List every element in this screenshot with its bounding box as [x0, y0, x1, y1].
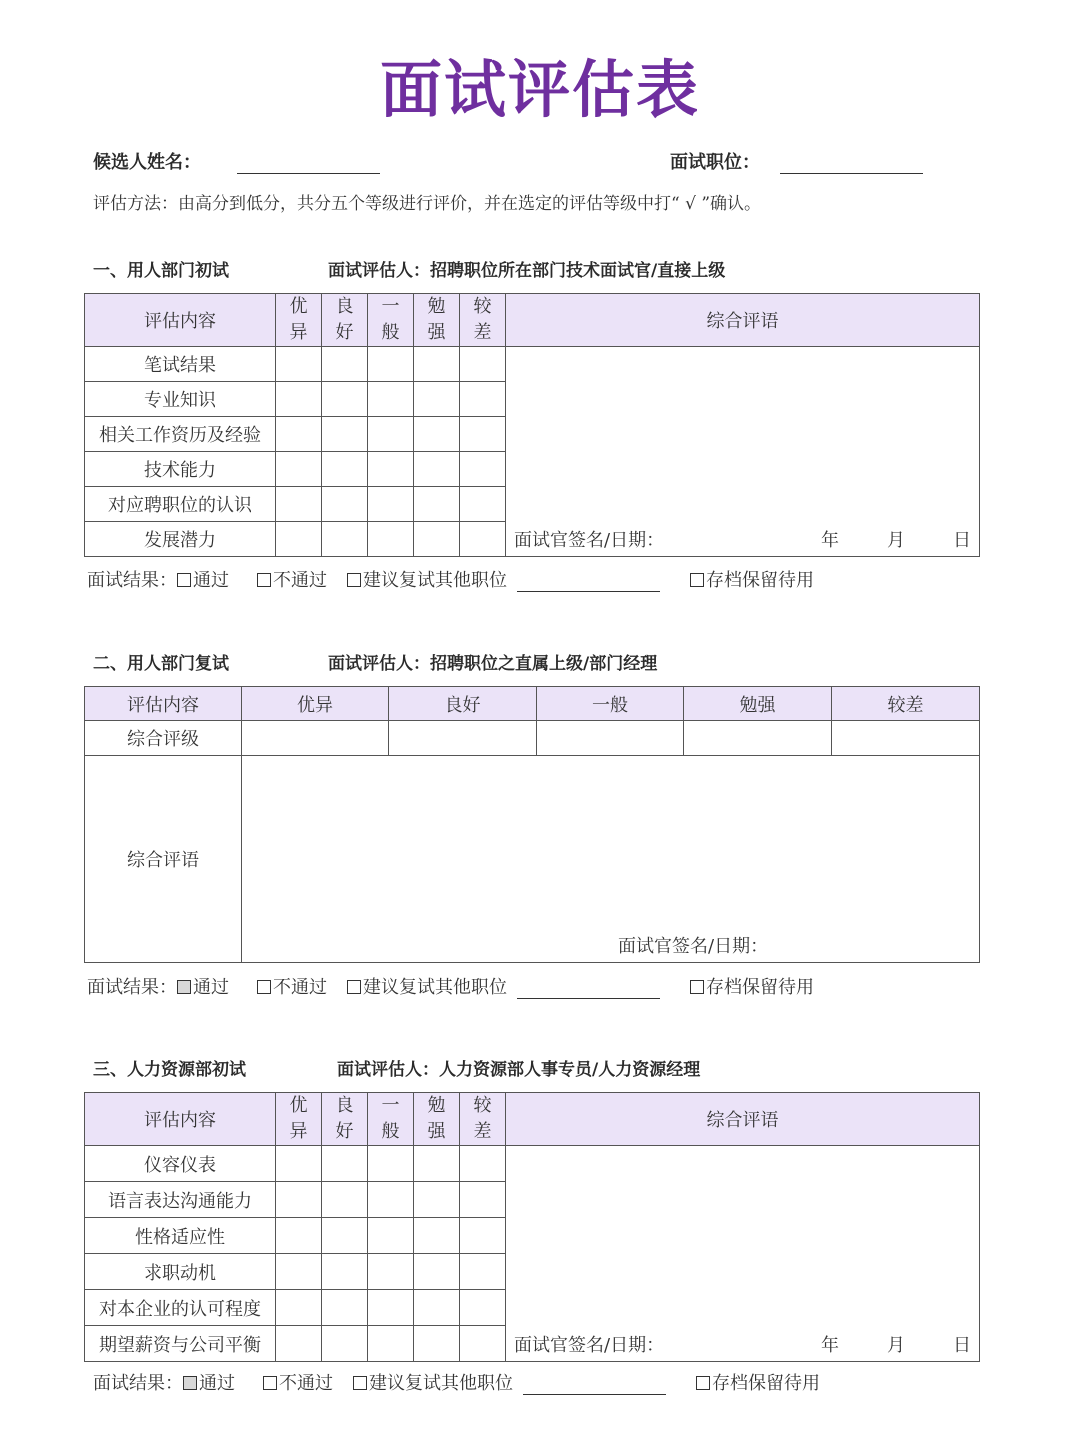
pass-checkbox[interactable]: 通过	[177, 566, 229, 592]
rating-cell[interactable]	[414, 1254, 460, 1290]
table-row-label: 仪容仪表	[85, 1146, 276, 1182]
checkbox-icon	[690, 573, 704, 587]
rating-cell[interactable]	[368, 1290, 414, 1326]
checkbox-icon	[696, 1376, 710, 1390]
table-row-label: 专业知识	[85, 382, 276, 417]
checkbox-icon	[183, 1376, 197, 1390]
section3-evaluator: 面试评估人：人力资源部人事专员/人力资源经理	[337, 1060, 701, 1080]
grade-header: 一 般	[368, 294, 414, 347]
signature-label: 面试官签名/日期：	[618, 936, 769, 957]
grade-header: 良 好	[322, 294, 368, 347]
section3-title: 三、人力资源部初试	[93, 1060, 246, 1080]
rating-cell[interactable]	[276, 1218, 322, 1254]
result-label: 面试结果：	[87, 570, 177, 591]
fail-checkbox[interactable]: 不通过	[257, 973, 327, 999]
candidate-name-blank[interactable]	[237, 153, 380, 174]
grade-header: 较 差	[460, 1093, 506, 1146]
comment-area[interactable]	[506, 347, 980, 557]
section1-title: 一、用人部门初试	[93, 261, 229, 281]
result-label: 面试结果：	[93, 1373, 183, 1394]
rating-cell[interactable]	[322, 347, 368, 382]
rating-cell[interactable]	[276, 452, 322, 487]
comment-area[interactable]	[506, 1146, 980, 1362]
date-month: 月	[887, 1335, 905, 1356]
rating-cell[interactable]	[276, 1254, 322, 1290]
section3-table	[84, 1092, 980, 1362]
grade-header: 优异	[242, 687, 389, 721]
rating-cell[interactable]	[414, 1290, 460, 1326]
evaluation-method: 评估方法：由高分到低分，共分五个等级进行评价，并在选定的评估等级中打“ √ ”确认。	[93, 194, 762, 214]
rating-cell[interactable]	[276, 522, 322, 557]
rating-cell[interactable]	[368, 1218, 414, 1254]
checkbox-icon	[690, 980, 704, 994]
rating-cell[interactable]	[460, 452, 506, 487]
rating-cell[interactable]	[460, 1290, 506, 1326]
rating-cell[interactable]	[322, 487, 368, 522]
section1-table	[84, 293, 980, 557]
rating-cell[interactable]	[368, 452, 414, 487]
rating-cell[interactable]	[832, 721, 980, 756]
table-row-label: 笔试结果	[85, 347, 276, 382]
checkbox-icon	[177, 980, 191, 994]
candidate-name-field	[93, 148, 380, 174]
signature-label: 面试官签名/日期：	[514, 1335, 665, 1356]
rating-cell[interactable]	[414, 382, 460, 417]
rating-cell[interactable]	[276, 1290, 322, 1326]
rating-cell[interactable]	[537, 721, 684, 756]
col-comment-header: 综合评语	[506, 294, 980, 347]
date-year: 年	[821, 1335, 839, 1356]
rating-cell[interactable]	[276, 417, 322, 452]
date-month: 月	[887, 530, 905, 551]
rating-cell[interactable]	[460, 1182, 506, 1218]
signature-line	[514, 1331, 971, 1357]
position-blank[interactable]	[780, 153, 923, 174]
col-item-header: 评估内容	[85, 294, 276, 347]
rating-cell[interactable]	[322, 417, 368, 452]
table-row-label: 对应聘职位的认识	[85, 487, 276, 522]
rating-cell[interactable]	[368, 1182, 414, 1218]
other-position-checkbox[interactable]: 建议复试其他职位	[353, 1369, 513, 1395]
section2-evaluator: 面试评估人：招聘职位之直属上级/部门经理	[328, 654, 658, 674]
grade-header: 良好	[389, 687, 537, 721]
checkbox-icon	[347, 980, 361, 994]
rating-cell[interactable]	[322, 1290, 368, 1326]
section2-result	[87, 973, 814, 999]
result-label: 面试结果：	[87, 977, 177, 998]
rating-cell[interactable]	[460, 417, 506, 452]
rating-cell[interactable]	[460, 487, 506, 522]
rating-cell[interactable]	[414, 522, 460, 557]
section3-result	[93, 1369, 820, 1395]
rating-cell[interactable]	[322, 1254, 368, 1290]
rating-cell[interactable]	[276, 1146, 322, 1182]
other-position-blank[interactable]	[517, 980, 660, 999]
grade-header: 勉 强	[414, 294, 460, 347]
rating-cell[interactable]	[414, 347, 460, 382]
rating-cell[interactable]	[684, 721, 832, 756]
table-row-label: 性格适应性	[85, 1218, 276, 1254]
rating-cell[interactable]	[389, 721, 537, 756]
table-row-label: 期望薪资与公司平衡	[85, 1326, 276, 1362]
grade-header: 一般	[537, 687, 684, 721]
table-row-label: 求职动机	[85, 1254, 276, 1290]
grade-header: 勉强	[684, 687, 832, 721]
pass-checkbox[interactable]: 通过	[177, 973, 229, 999]
rating-cell[interactable]	[322, 1218, 368, 1254]
rating-cell[interactable]	[414, 417, 460, 452]
date-year: 年	[821, 530, 839, 551]
checkbox-icon	[257, 980, 271, 994]
rating-cell[interactable]	[460, 1326, 506, 1362]
rating-cell[interactable]	[414, 452, 460, 487]
table-row-label: 发展潜力	[85, 522, 276, 557]
rating-cell[interactable]	[460, 382, 506, 417]
col-comment-header: 综合评语	[506, 1093, 980, 1146]
checkbox-icon	[353, 1376, 367, 1390]
archive-checkbox[interactable]: 存档保留待用	[696, 1369, 820, 1395]
rating-cell[interactable]	[276, 382, 322, 417]
date-day: 日	[953, 530, 971, 551]
rating-cell[interactable]	[414, 1182, 460, 1218]
rating-cell[interactable]	[368, 1254, 414, 1290]
table-row-label: 技术能力	[85, 452, 276, 487]
pass-checkbox[interactable]: 通过	[183, 1369, 235, 1395]
rating-cell[interactable]	[322, 1146, 368, 1182]
rating-cell[interactable]	[460, 1254, 506, 1290]
table-row-label: 对本企业的认可程度	[85, 1290, 276, 1326]
other-position-checkbox[interactable]: 建议复试其他职位	[347, 566, 507, 592]
rating-cell[interactable]	[242, 721, 389, 756]
position-field	[670, 148, 923, 174]
section2-title: 二、用人部门复试	[93, 654, 229, 674]
rating-cell[interactable]	[368, 1326, 414, 1362]
checkbox-icon	[263, 1376, 277, 1390]
position-label: 面试职位：	[670, 152, 760, 173]
rating-cell[interactable]	[460, 522, 506, 557]
rating-cell[interactable]	[414, 1146, 460, 1182]
signature-line	[618, 932, 971, 958]
grade-header: 勉 强	[414, 1093, 460, 1146]
grade-header: 良 好	[322, 1093, 368, 1146]
table-row-label: 语言表达沟通能力	[85, 1182, 276, 1218]
fail-checkbox[interactable]: 不通过	[263, 1369, 333, 1395]
rating-cell[interactable]	[322, 522, 368, 557]
rating-cell[interactable]	[276, 347, 322, 382]
rating-cell[interactable]	[460, 347, 506, 382]
comment-area[interactable]	[242, 756, 980, 963]
rating-cell[interactable]	[368, 522, 414, 557]
col-item-header: 评估内容	[85, 1093, 276, 1146]
signature-label: 面试官签名/日期：	[514, 530, 665, 551]
candidate-name-label: 候选人姓名：	[93, 152, 201, 173]
grade-header: 优 异	[276, 1093, 322, 1146]
rating-cell[interactable]	[414, 1326, 460, 1362]
rating-cell[interactable]	[414, 487, 460, 522]
grade-header: 较 差	[460, 294, 506, 347]
rating-cell[interactable]	[460, 1146, 506, 1182]
rating-cell[interactable]	[322, 452, 368, 487]
archive-checkbox[interactable]: 存档保留待用	[690, 566, 814, 592]
archive-checkbox[interactable]: 存档保留待用	[690, 973, 814, 999]
rating-cell[interactable]	[322, 1326, 368, 1362]
rating-cell[interactable]	[322, 382, 368, 417]
section1-evaluator: 面试评估人：招聘职位所在部门技术面试官/直接上级	[328, 261, 726, 281]
rating-cell[interactable]	[368, 382, 414, 417]
date-day: 日	[953, 1335, 971, 1356]
rating-cell[interactable]	[276, 487, 322, 522]
other-position-blank[interactable]	[523, 1376, 666, 1395]
grade-header: 较差	[832, 687, 980, 721]
rating-row-label: 综合评级	[85, 721, 242, 756]
comment-row-label: 综合评语	[85, 756, 242, 963]
section1-result	[87, 566, 814, 592]
grade-header: 一 般	[368, 1093, 414, 1146]
rating-cell[interactable]	[368, 487, 414, 522]
rating-cell[interactable]	[276, 1326, 322, 1362]
rating-cell[interactable]	[322, 1182, 368, 1218]
rating-cell[interactable]	[276, 1182, 322, 1218]
fail-checkbox[interactable]: 不通过	[257, 566, 327, 592]
other-position-blank[interactable]	[517, 573, 660, 592]
grade-header: 优 异	[276, 294, 322, 347]
section2-table	[84, 686, 980, 963]
rating-cell[interactable]	[368, 417, 414, 452]
checkbox-icon	[257, 573, 271, 587]
col-item-header: 评估内容	[85, 687, 242, 721]
rating-cell[interactable]	[460, 1218, 506, 1254]
other-position-checkbox[interactable]: 建议复试其他职位	[347, 973, 507, 999]
rating-cell[interactable]	[368, 1146, 414, 1182]
rating-cell[interactable]	[414, 1218, 460, 1254]
signature-line	[514, 526, 971, 552]
form-title: 面试评估表	[379, 53, 700, 126]
table-row-label: 相关工作资历及经验	[85, 417, 276, 452]
rating-cell[interactable]	[368, 347, 414, 382]
checkbox-icon	[347, 573, 361, 587]
checkbox-icon	[177, 573, 191, 587]
